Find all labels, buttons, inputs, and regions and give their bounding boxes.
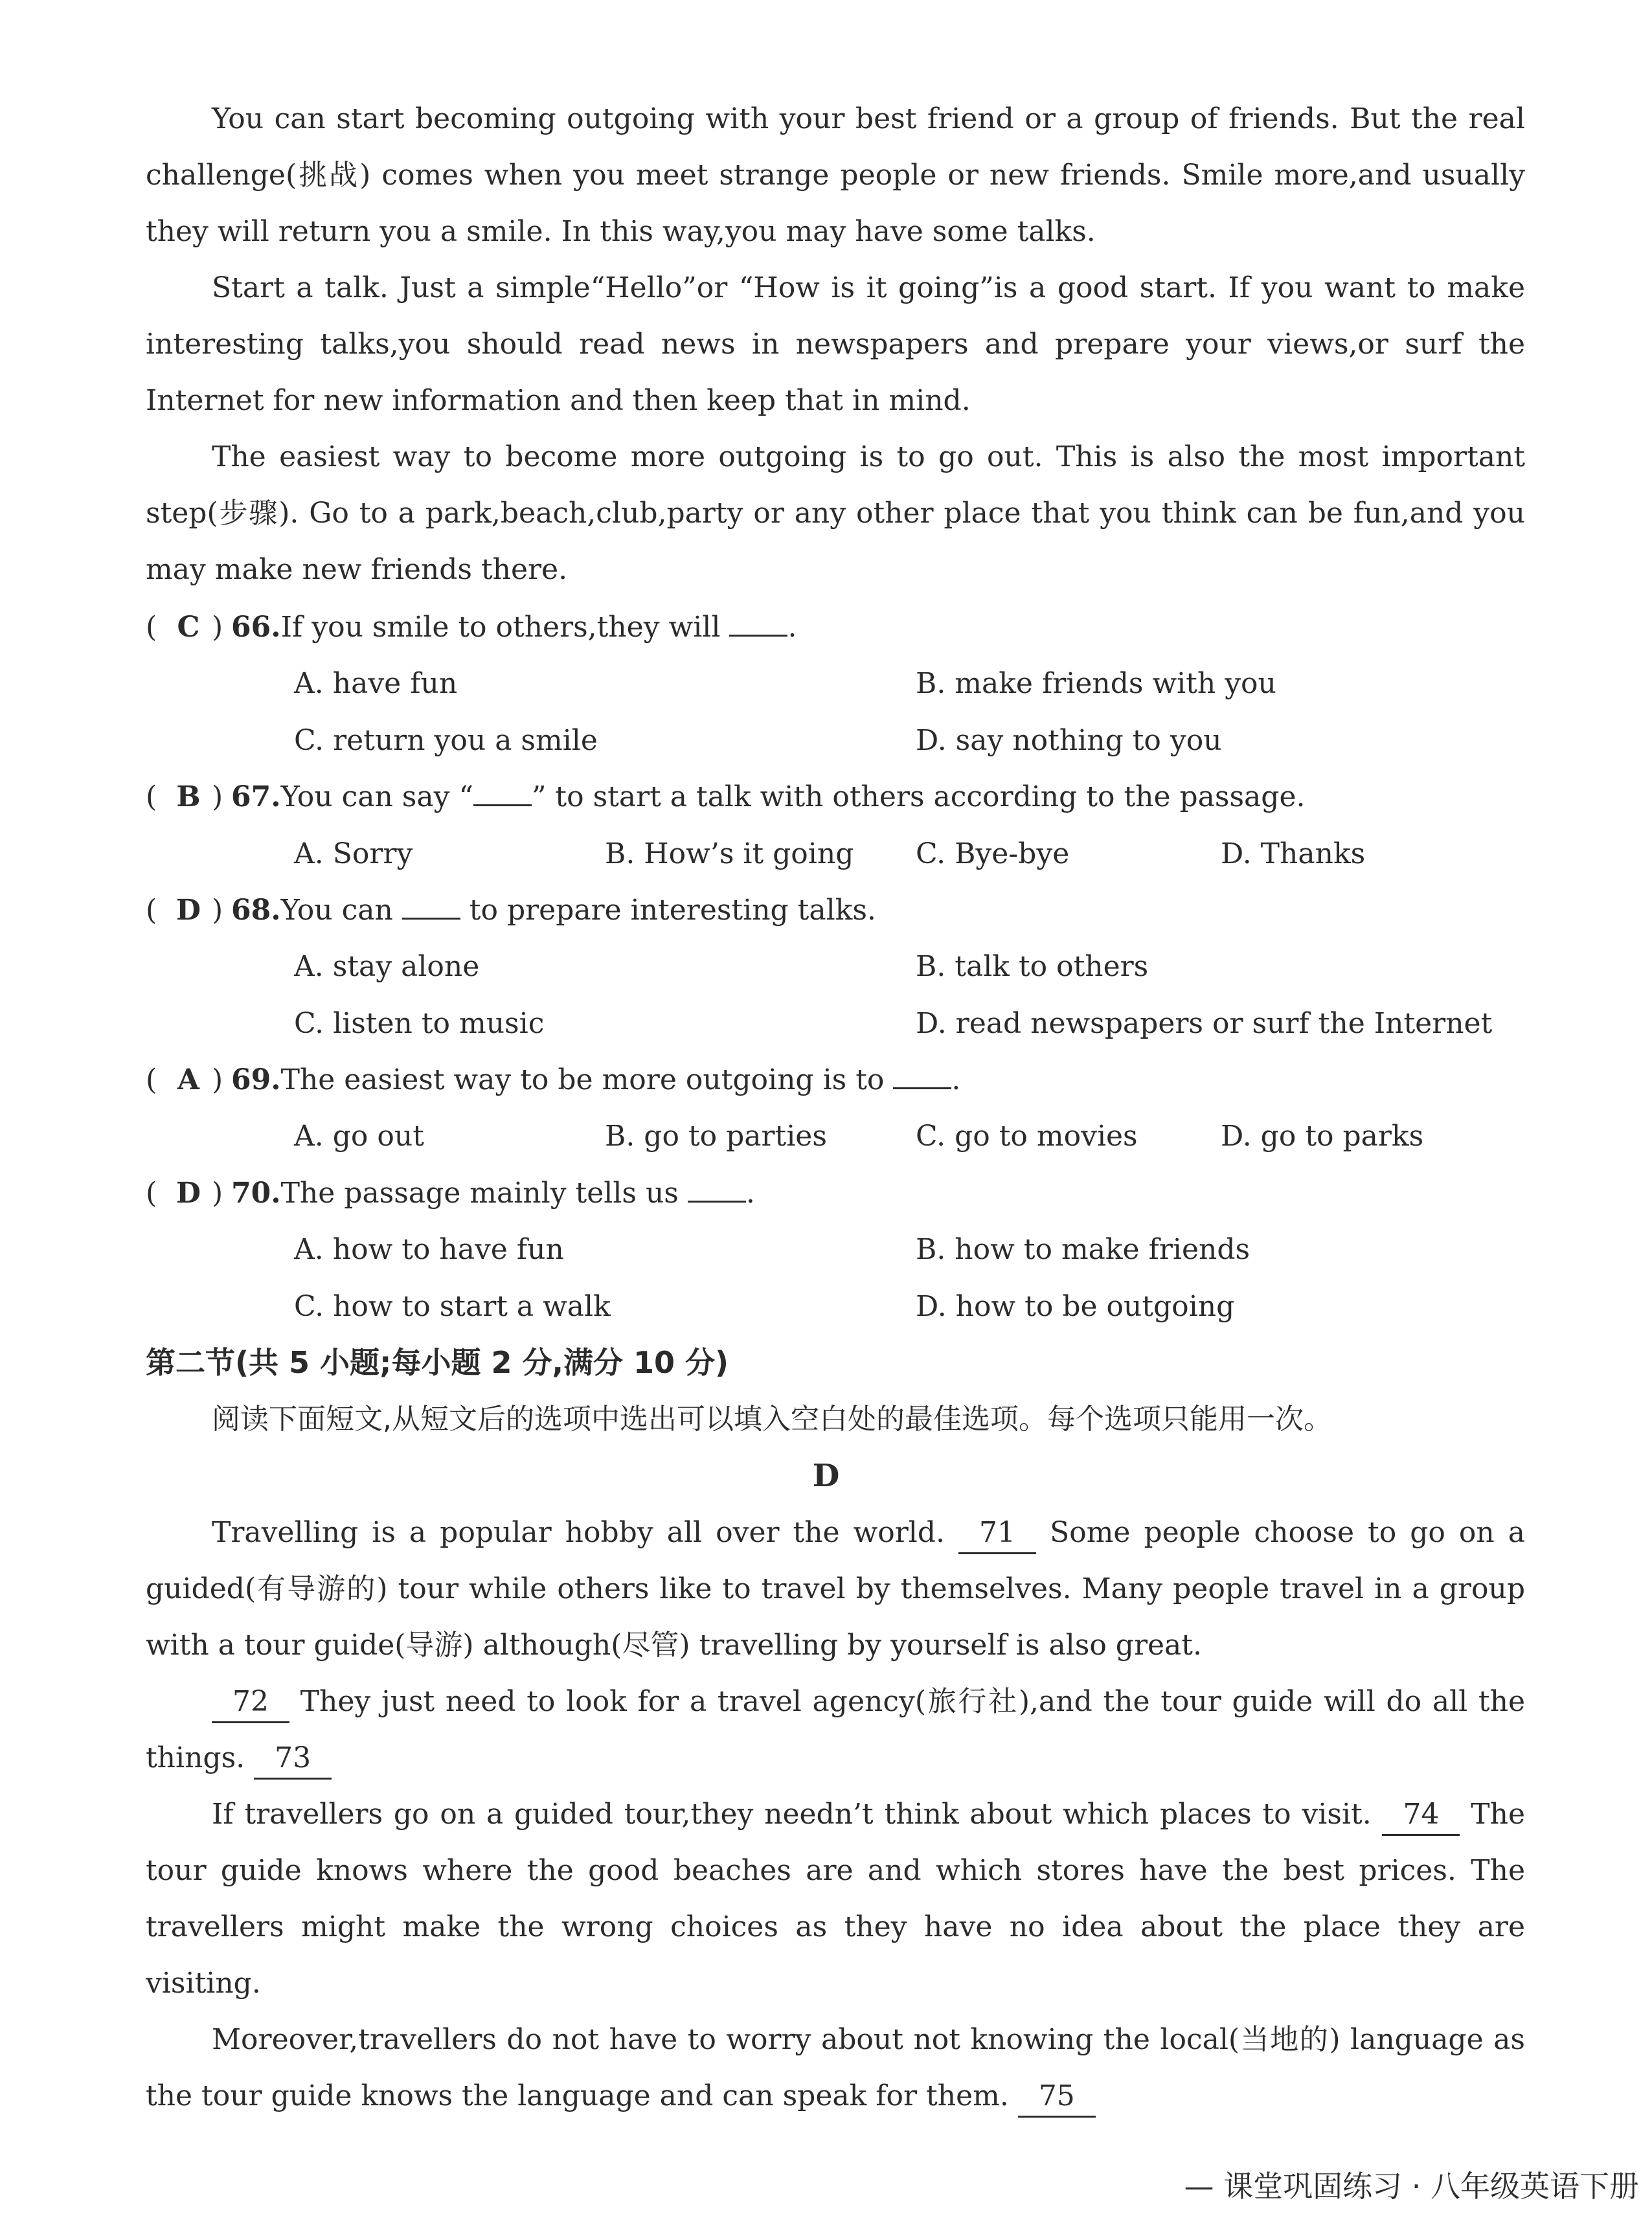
page-footer bbox=[1184, 2163, 1640, 2206]
question-66: ( C ) 66.If you smile to others,they will . bbox=[146, 599, 797, 655]
question-number: 68. bbox=[231, 894, 281, 927]
passage-d-paragraph-4 bbox=[146, 2011, 1525, 2124]
option: C. Bye-bye bbox=[916, 837, 1070, 870]
question-number: 70. bbox=[231, 1177, 281, 1210]
question-67: ( B ) 67.You can say “ ” to start a talk with others according to the passage. bbox=[146, 769, 1305, 825]
option: C. return you a smile bbox=[294, 724, 598, 757]
passage-text: Some people choose to go on a guided(有导游的) tour while others like to travel by themselves. Many people travel in a group with a tour guide(导游) although(尽管) travelling by yourself is also great. bbox=[146, 1516, 1525, 1662]
question-70: ( D ) 70.The passage mainly tells us . bbox=[146, 1165, 755, 1221]
option: B. talk to others bbox=[916, 950, 1149, 983]
question-number: 67. bbox=[231, 780, 281, 813]
option: A. how to have fun bbox=[294, 1233, 564, 1266]
passage-text: The tour guide knows where the good beaches are and which stores have the best prices. The travellers might make the wrong choices as they have no idea about the place they are visiting. bbox=[146, 1798, 1526, 2000]
option: B. How’s it going bbox=[605, 837, 854, 870]
answer-67: B bbox=[176, 780, 201, 813]
question-69: ( A ) 69.The easiest way to be more outgoing is to . bbox=[146, 1052, 960, 1108]
question-stem-end: . bbox=[787, 611, 797, 644]
answer-blank bbox=[893, 1081, 951, 1089]
answer-blank bbox=[729, 628, 787, 637]
question-number: 69. bbox=[231, 1063, 281, 1096]
passage-d-paragraph-3 bbox=[146, 1786, 1525, 2011]
option: B. how to make friends bbox=[916, 1233, 1250, 1266]
section-heading: 第二节(共 5 小题;每小题 2 分,满分 10 分) bbox=[146, 1345, 729, 1380]
question-stem-end: . bbox=[745, 1177, 755, 1210]
question-stem: The easiest way to be more outgoing is to bbox=[280, 1063, 894, 1096]
question-stem-end: . bbox=[951, 1063, 961, 1096]
blank-72: 72 bbox=[212, 1682, 289, 1723]
option: A. Sorry bbox=[294, 837, 413, 870]
option: D. read newspapers or surf the Internet bbox=[916, 1007, 1493, 1040]
passage-d-paragraph-1 bbox=[146, 1504, 1525, 1673]
option: A. have fun bbox=[294, 667, 458, 700]
answer-68: D bbox=[175, 894, 201, 927]
question-stem: You can bbox=[280, 894, 402, 927]
blank-71: 71 bbox=[958, 1513, 1036, 1554]
passage-text: Moreover,travellers do not have to worry about not knowing the local(当地的) language as the tour guide knows the language and can speak for them. bbox=[146, 2023, 1525, 2112]
option: B. make friends with you bbox=[916, 667, 1276, 700]
blank-74: 74 bbox=[1382, 1795, 1460, 1836]
section-instruction: 阅读下面短文,从短文后的选项中选出可以填入空白处的最佳选项。每个选项只能用一次。 bbox=[212, 1403, 1332, 1436]
option: A. go out bbox=[294, 1120, 424, 1153]
passage-c-paragraph-2: Start a talk. Just a simple“Hello”or “How is it going”is a good start. If you want to make interesting talks,you should read news in newspapers and prepare your views,or surf the Internet for new information and then keep that in mind. bbox=[146, 271, 1525, 417]
answer-blank bbox=[402, 911, 460, 920]
passage-c-paragraph-3: The easiest way to become more outgoing is to go out. This is also the most important step(步骤). Go to a park,beach,club,party or any other place that you think can be fun,and you may make new friends there. bbox=[146, 440, 1525, 586]
passage-d bbox=[146, 1504, 1525, 2124]
passage-d-paragraph-2 bbox=[146, 1673, 1525, 1786]
option: A. stay alone bbox=[294, 950, 480, 983]
blank-73: 73 bbox=[254, 1739, 332, 1780]
option: D. go to parks bbox=[1221, 1120, 1424, 1153]
answer-70: D bbox=[175, 1177, 201, 1210]
option: D. how to be outgoing bbox=[916, 1290, 1235, 1323]
answer-66: C bbox=[177, 611, 200, 644]
passage-c-paragraph-1: You can start becoming outgoing with your best friend or a group of friends. But the real challenge(挑战) comes when you meet strange people or new friends. Smile more,and usually they will return you a smile. In this way,you may have some talks. bbox=[146, 102, 1525, 248]
passage-text: Travelling is a popular hobby all over the world. bbox=[212, 1516, 959, 1549]
passage-text: They just need to look for a travel agency(旅行社),and the tour guide will do all the things. bbox=[146, 1685, 1525, 1774]
question-stem: The passage mainly tells us bbox=[280, 1177, 688, 1210]
passage-label: D bbox=[812, 1458, 840, 1494]
answer-blank bbox=[688, 1194, 746, 1203]
option: C. listen to music bbox=[294, 1007, 545, 1040]
question-number: 66. bbox=[231, 611, 281, 644]
option: C. go to movies bbox=[916, 1120, 1138, 1153]
option: C. how to start a walk bbox=[294, 1290, 611, 1323]
footer-dash: — bbox=[1184, 2169, 1214, 2204]
question-68: ( D ) 68.You can to prepare interesting talks. bbox=[146, 882, 876, 938]
question-stem-end: to prepare interesting talks. bbox=[460, 894, 876, 927]
footer-text: 课堂巩固练习 · 八年级英语下册 bbox=[1223, 2169, 1639, 2204]
answer-69: A bbox=[177, 1063, 200, 1096]
question-stem-end: ” to start a talk with others according to the passage. bbox=[531, 780, 1306, 813]
question-stem: You can say “ bbox=[280, 780, 473, 813]
passage-text: If travellers go on a guided tour,they needn’t think about which places to visit. bbox=[212, 1798, 1383, 1831]
passage-c bbox=[146, 91, 1525, 598]
option: D. Thanks bbox=[1221, 837, 1366, 870]
option: B. go to parties bbox=[605, 1120, 827, 1153]
blank-75: 75 bbox=[1018, 2077, 1096, 2118]
answer-blank bbox=[473, 798, 532, 806]
question-stem: If you smile to others,they will bbox=[280, 611, 730, 644]
option: D. say nothing to you bbox=[916, 724, 1222, 757]
